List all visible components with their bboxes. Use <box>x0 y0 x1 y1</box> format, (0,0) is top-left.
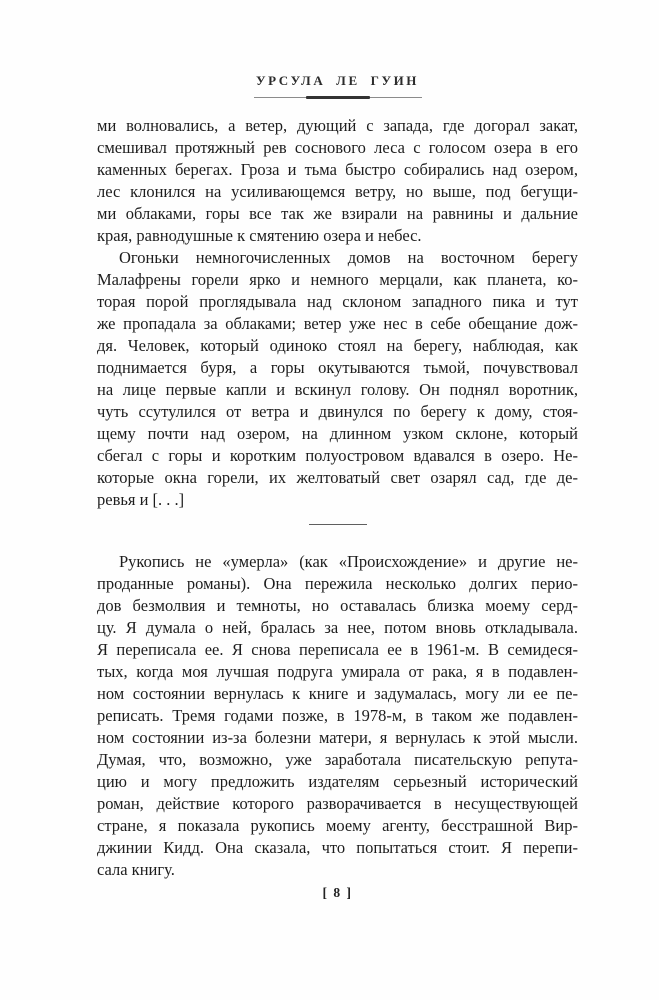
text-line: смешивал протяжный рев соснового леса с голосом озера в его <box>97 138 578 157</box>
text-line: Я переписала ее. Я снова переписала ее в 1961-м. В семидеся- <box>97 640 578 659</box>
text-line: сала книгу. <box>97 860 175 879</box>
running-header <box>97 73 578 99</box>
text-line: торая порой проглядывала над склоном западного пика и тут <box>97 292 578 311</box>
text-line: края, равнодушные к смятению озера и небес. <box>97 226 422 245</box>
paragraph <box>97 115 578 247</box>
text-line: Рукопись не «умерла» (как «Происхождение» и другие не- <box>119 552 578 571</box>
text-line: щему почти над озером, на длинном узком склоне, который <box>97 424 578 443</box>
text-line: тых, когда моя лучшая подруга умирала от рака, я в подавлен- <box>97 662 578 681</box>
text-line: ном состоянии из-за болезни матери, я вернулась к этой мысли. <box>97 728 578 747</box>
text-line: каменных берегах. Гроза и тьма быстро собирались над озером, <box>97 160 578 179</box>
text-line: дя. Человек, который одиноко стоял на берегу, наблюдая, как <box>97 336 578 355</box>
text-line: ревья и [. . .] <box>97 490 185 509</box>
text-line: джинии Кидд. Она сказала, что попытаться стоит. Я перепи- <box>97 838 578 857</box>
text-line: которые окна горели, их желтоватый свет озарял сад, где де- <box>97 468 578 487</box>
text-line: стране, я показала рукопись моему агенту, бесстрашной Вир- <box>97 816 578 835</box>
section-divider <box>309 524 367 525</box>
text-line: роман, действие которого разворачивается в несуществующей <box>97 794 578 813</box>
text-line: поднимается буря, а горы окутываются тьмой, почувствовал <box>97 358 578 377</box>
text-line: Думая, что, возможно, уже заработала писательскую репута- <box>97 750 578 769</box>
paragraph <box>97 551 578 881</box>
page-body <box>97 115 578 881</box>
text-line: проданные романы). Она пережила несколько долгих перио- <box>97 574 578 593</box>
text-line: на лице первые капли и вскинул голову. Он поднял воротник, <box>97 380 578 399</box>
text-line: Малафрены горели ярко и немного мерцали, как планета, ко- <box>97 270 578 289</box>
text-line: ном состоянии вернулась к книге и задумалась, могу ли ее пе- <box>97 684 578 703</box>
text-line: ми облаками, горы все так же взирали на равнины и дальние <box>97 204 578 223</box>
text-line: же пропадала за облаками; ветер уже нес в себе обещание дож- <box>97 314 578 333</box>
text-line: дов безмолвия и темноты, но оставалась близка моему серд- <box>97 596 578 615</box>
text-line: чуть ссутулился от ветра и двинулся по берегу к дому, стоя- <box>97 402 578 421</box>
header-ornament-rule <box>254 96 422 99</box>
text-line: цию и могу предложить издателям серьезный исторический <box>97 772 578 791</box>
paragraph <box>97 247 578 511</box>
text-line: лес клонился на усиливающемся ветру, но выше, под бегущи- <box>97 182 578 201</box>
page-number: [ 8 ] <box>322 885 353 900</box>
text-line: ми волновались, а ветер, дующий с запада, где догорал закат, <box>97 116 578 135</box>
text-line: реписать. Тремя годами позже, в 1978-м, в таком же подавлен- <box>97 706 578 725</box>
author-header-title: УРСУЛА ЛЕ ГУИН <box>255 73 420 88</box>
text-line: Огоньки немногочисленных домов на восточном берегу <box>119 248 578 267</box>
page-footer <box>97 884 578 902</box>
text-line: цу. Я думала о ней, бралась за нее, потом вновь откладывала. <box>97 618 578 637</box>
text-line: сбегал с горы и коротким полуостровом вдавался в озеро. Не- <box>97 446 578 465</box>
